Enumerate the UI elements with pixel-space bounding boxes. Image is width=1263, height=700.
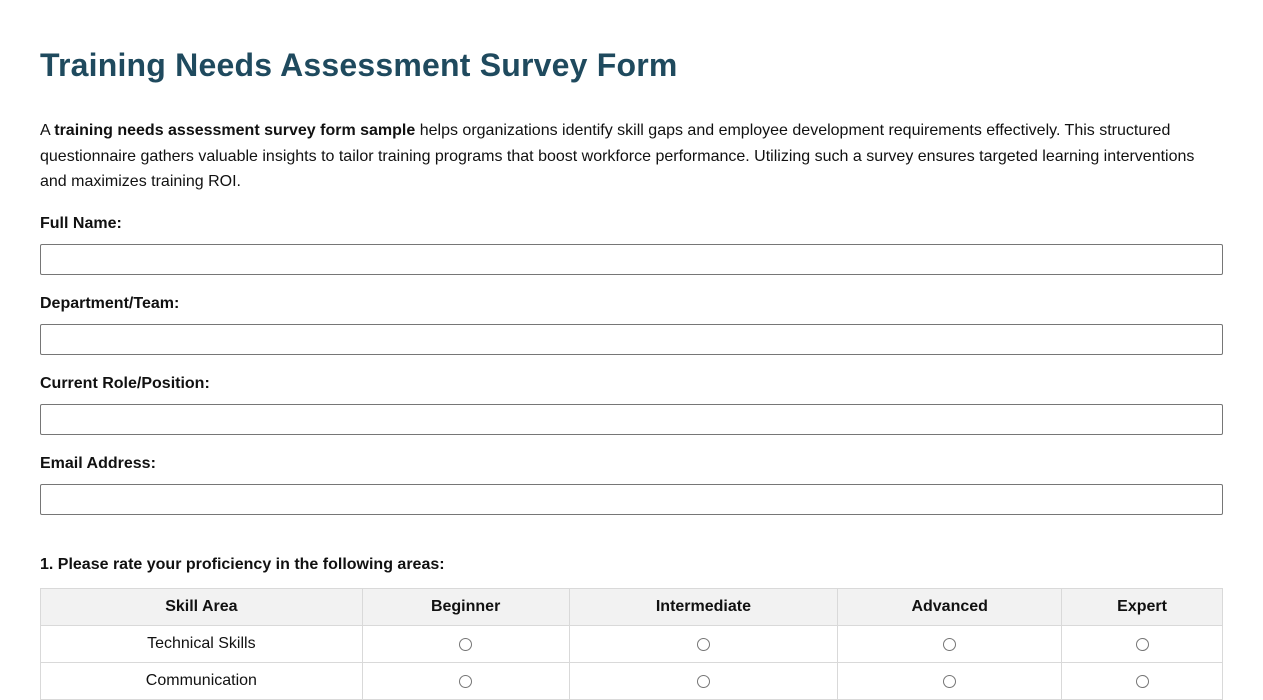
header-advanced: Advanced	[838, 588, 1062, 625]
intro-prefix: A	[40, 122, 55, 139]
radio-cell	[838, 625, 1062, 662]
table-row	[41, 662, 1223, 699]
radio-intermediate[interactable]	[697, 675, 710, 688]
radio-cell	[1062, 625, 1223, 662]
radio-cell	[569, 625, 838, 662]
radio-cell	[569, 662, 838, 699]
proficiency-table	[40, 588, 1223, 700]
radio-intermediate[interactable]	[697, 638, 710, 651]
radio-advanced[interactable]	[943, 675, 956, 688]
intro-bold: training needs assessment survey form sample	[54, 122, 416, 139]
question-1-text: 1. Please rate your proficiency in the following areas:	[40, 555, 445, 573]
table-row	[41, 625, 1223, 662]
radio-cell	[838, 662, 1062, 699]
radio-expert[interactable]	[1136, 675, 1149, 688]
header-intermediate: Intermediate	[569, 588, 838, 625]
radio-cell	[1062, 662, 1223, 699]
role-input[interactable]	[40, 404, 1223, 435]
email-label: Email Address:	[40, 454, 156, 472]
full-name-label: Full Name:	[40, 214, 122, 232]
skill-area-cell: Technical Skills	[41, 625, 363, 662]
role-label: Current Role/Position:	[40, 374, 210, 392]
radio-cell	[362, 662, 569, 699]
radio-beginner[interactable]	[459, 638, 472, 651]
full-name-input[interactable]	[40, 244, 1223, 275]
department-input[interactable]	[40, 324, 1223, 355]
header-expert: Expert	[1062, 588, 1223, 625]
radio-advanced[interactable]	[943, 638, 956, 651]
table-header-row	[41, 588, 1223, 625]
intro-rest: helps organizations identify skill gaps and employee development requirements effectively. This structured questionnaire gathers valuable insights to tailor training programs that boost workforce performance. Utilizing such a survey ensures targeted learning interventions and maximizes training ROI.	[40, 122, 1195, 190]
header-skill-area: Skill Area	[41, 588, 363, 625]
radio-expert[interactable]	[1136, 638, 1149, 651]
intro-paragraph	[40, 118, 1223, 195]
page-title: Training Needs Assessment Survey Form	[40, 47, 678, 83]
radio-beginner[interactable]	[459, 675, 472, 688]
department-label: Department/Team:	[40, 294, 180, 312]
email-input[interactable]	[40, 484, 1223, 515]
radio-cell	[362, 625, 569, 662]
skill-area-cell: Communication	[41, 662, 363, 699]
header-beginner: Beginner	[362, 588, 569, 625]
